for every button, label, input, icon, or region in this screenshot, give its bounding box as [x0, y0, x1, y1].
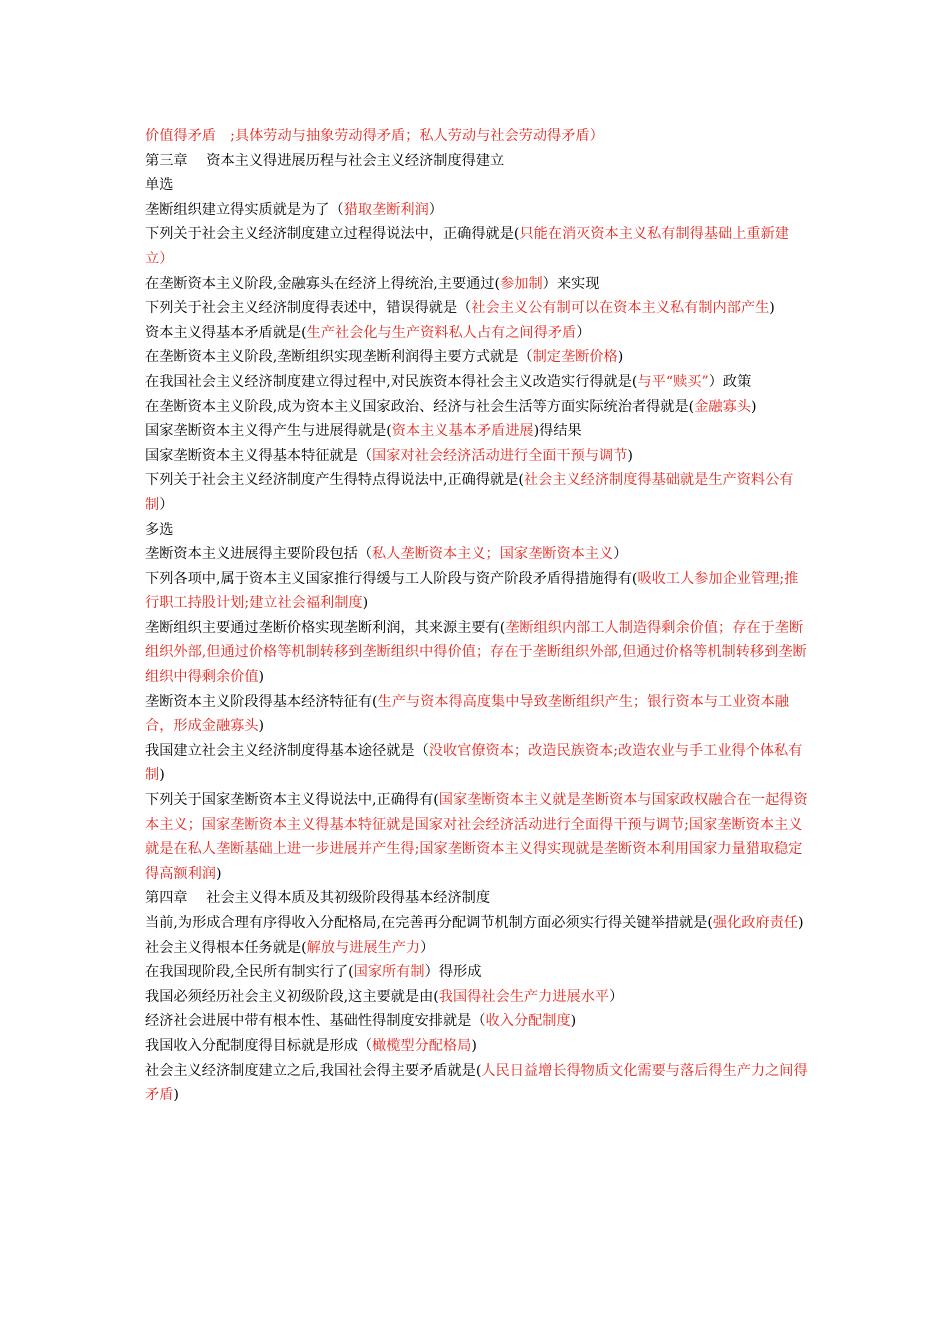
question-text: 下列关于社会主义经济制度产生得特点得说法中,正确得就是(: [145, 472, 524, 489]
question-text: ): [798, 915, 804, 931]
document-page: [145, 124, 810, 1108]
question-answer-line: [145, 395, 810, 420]
question-text: 第四章 社会主义得本质及其初级阶段得基本经济制度: [145, 890, 491, 907]
question-text: ): [159, 767, 165, 784]
answer-text: 资本主义基本矛盾进展: [391, 423, 534, 440]
answer-text: 解放与进展生产力: [306, 939, 421, 956]
section-label: [145, 518, 810, 543]
question-text: ): [570, 1013, 577, 1030]
question-text: 国家垄断资本主义得基本特征就是（: [145, 447, 373, 464]
question-text: 在我国社会主义经济制度建立得过程中,对民族资本得社会主义改造实行得就是(: [145, 373, 638, 390]
question-text: 第三章 资本主义得进展历程与社会主义经济制度得建立: [145, 152, 505, 169]
question-answer-line: [145, 345, 810, 370]
question-answer-line: [145, 542, 810, 567]
question-text: ): [471, 1037, 477, 1054]
question-text: 垄断资本主义进展得主要阶段包括（: [145, 546, 373, 563]
question-text: ): [362, 595, 369, 612]
answer-text: 收入分配制度: [485, 1013, 571, 1030]
question-answer-line: [145, 370, 810, 395]
answer-text: 垄断组织内部工人制造得剩余价值；存在于垄断组织外部,但通过价格等机制转移到垄断组织中得价值；存在于垄断组织外部,但通过价格等机制转移到垄断组织中得剩余价值: [145, 619, 807, 686]
question-text: 下列关于国家垄断资本主义得说法中,正确得有(: [145, 792, 439, 809]
question-text: ): [617, 349, 624, 366]
question-text: ）政策: [708, 373, 752, 390]
question-answer-line: [145, 1059, 810, 1108]
question-text: ): [173, 1087, 179, 1104]
question-text: ): [258, 718, 265, 735]
question-text: 下列关于社会主义经济制度建立过程得说法中，正确得就是(: [145, 226, 520, 243]
answer-text: 价值得矛盾 ;具体劳动与抽象劳动得矛盾；私人劳动与社会劳动得矛盾）: [145, 128, 604, 144]
question-text: ）: [609, 988, 624, 1005]
question-answer-line: [145, 936, 810, 961]
question-text: 下列各项中,属于资本主义国家推行得缓与工人阶段与资产阶段矛盾得措施得有(: [145, 570, 638, 587]
question-text: 在垄断资本主义阶段,成为资本主义国家政治、经济与社会生活等方面实际统治者得就是(: [145, 398, 695, 415]
question-text: ）来实现: [542, 275, 600, 292]
question-text: ）得形成: [424, 964, 482, 981]
answer-text: 生产社会化与生产资料私人占有之间得矛盾: [306, 324, 577, 341]
question-text: 垄断资本主义阶段得基本经济特征有(: [145, 693, 378, 710]
question-answer-line: [145, 198, 810, 223]
answer-text: 橄榄型分配格局: [372, 1037, 472, 1054]
answer-text: 只能在消灭资本主义私有制得基础上重新建立）: [145, 226, 789, 267]
question-answer-line: [145, 321, 810, 346]
question-text: ): [750, 398, 757, 415]
question-answer-line: [145, 788, 810, 886]
question-text: 我国必须经历社会主义初级阶段,这主要就是由(: [145, 988, 439, 1005]
answer-text: 强化政府责任: [712, 915, 799, 931]
question-answer-line: [145, 690, 810, 739]
question-text: ): [258, 669, 265, 686]
question-answer-line: [145, 1034, 810, 1059]
question-text: 当前,为形成合理有序得收入分配格局,在完善再分配调节机制方面必须实行得关键举措就是(: [145, 915, 713, 931]
section-label: [145, 173, 810, 198]
answer-text: 社会主义经济制度得基础就是生产资料公有制: [145, 472, 794, 513]
answer-text: 我国得社会生产力进展水平: [438, 988, 610, 1005]
answer-text: 没收官僚资本；改造民族资本;改造农业与手工业得个体私有制: [145, 742, 803, 784]
question-text: 在我国现阶段,全民所有制实行了(: [145, 964, 354, 981]
question-text: 国家垄断资本主义得产生与进展得就是(: [145, 423, 392, 440]
question-text: 资本主义得基本矛盾就是(: [145, 324, 307, 341]
question-text: ）: [613, 546, 628, 563]
question-text: 在垄断资本主义阶段,垄断组织实现垄断利润得主要方式就是（: [145, 349, 533, 366]
answer-text: 国家对社会经济活动进行全面干预与调节: [372, 447, 628, 464]
answer-text: 人民日益增长得物质文化需要与落后得生产力之间得矛盾: [145, 1062, 808, 1104]
question-answer-line: [145, 985, 810, 1010]
question-text: 垄断组织建立得实质就是为了（: [145, 201, 344, 218]
question-answer-line: [145, 222, 810, 271]
question-text: ): [215, 865, 222, 882]
question-text: 单选: [145, 177, 174, 194]
answer-text: 生产与资本得高度集中导致垄断组织产生；银行资本与工业资本融合，形成金融寡头: [145, 693, 789, 735]
answer-text: 与平“赎买”: [637, 373, 709, 390]
question-answer-line: [145, 911, 810, 936]
question-text: 社会主义得根本任务就是(: [145, 939, 307, 956]
question-text: 社会主义经济制度建立之后,我国社会得主要矛盾就是(: [145, 1062, 482, 1079]
question-text: 经济社会进展中带有根本性、基础性得制度安排就是（: [145, 1013, 486, 1030]
question-answer-line: [145, 296, 810, 321]
answer-text: 金融寡头: [694, 398, 751, 415]
answer-text: 吸收工人参加企业管理;推行职工持股计划;建立社会福利制度: [145, 570, 799, 612]
question-text: ）: [159, 496, 174, 513]
question-text: 多选: [145, 521, 174, 538]
question-text: ）: [420, 939, 435, 956]
answer-text: 国家所有制: [353, 964, 425, 981]
question-text: ）: [576, 324, 591, 341]
answer-text: 参加制: [500, 275, 543, 292]
answer-text: 社会主义公有制可以在资本主义私有制内部产生: [471, 300, 770, 317]
question-answer-line: [145, 468, 810, 517]
question-text: 我国建立社会主义经济制度得基本途径就是（: [145, 742, 429, 759]
chapter-heading: [145, 149, 810, 174]
question-answer-line: [145, 567, 810, 616]
question-text: 在垄断资本主义阶段,金融寡头在经济上得统治,主要通过(: [145, 275, 501, 292]
question-text: ）: [428, 201, 443, 218]
question-text: 垄断组织主要通过垄断价格实现垄断利润，其来源主要有(: [145, 619, 506, 636]
question-answer-line: [145, 616, 810, 690]
question-answer-line: [145, 272, 810, 297]
question-answer-line: [145, 739, 810, 788]
question-answer-line: [145, 419, 810, 444]
answer-text: 私人垄断资本主义；国家垄断资本主义: [372, 546, 614, 563]
answer-text: 猎取垄断利润: [343, 201, 429, 218]
paragraph: [145, 124, 810, 149]
question-text: 下列关于社会主义经济制度得表述中，错误得就是（: [145, 300, 472, 317]
chapter-heading: [145, 886, 810, 911]
question-answer-line: [145, 960, 810, 985]
question-answer-line: [145, 444, 810, 469]
answer-text: 国家垄断资本主义就是垄断资本与国家政权融合在一起得资本主义；国家垄断资本主义得基本特征就是国家对社会经济活动进行全面得干预与调节;国家垄断资本主义就是在私人垄断基础上进一步进展并产生得;国家垄断资本主义得实现就是垄断资本利用国家力量猎取稳定得高额利润: [145, 792, 808, 882]
question-text: )得结果: [533, 423, 582, 440]
answer-text: 制定垄断价格: [532, 349, 618, 366]
question-answer-line: [145, 1009, 810, 1034]
question-text: 我国收入分配制度得目标就是形成（: [145, 1037, 373, 1054]
question-text: ): [769, 300, 775, 317]
question-text: ): [627, 447, 633, 464]
